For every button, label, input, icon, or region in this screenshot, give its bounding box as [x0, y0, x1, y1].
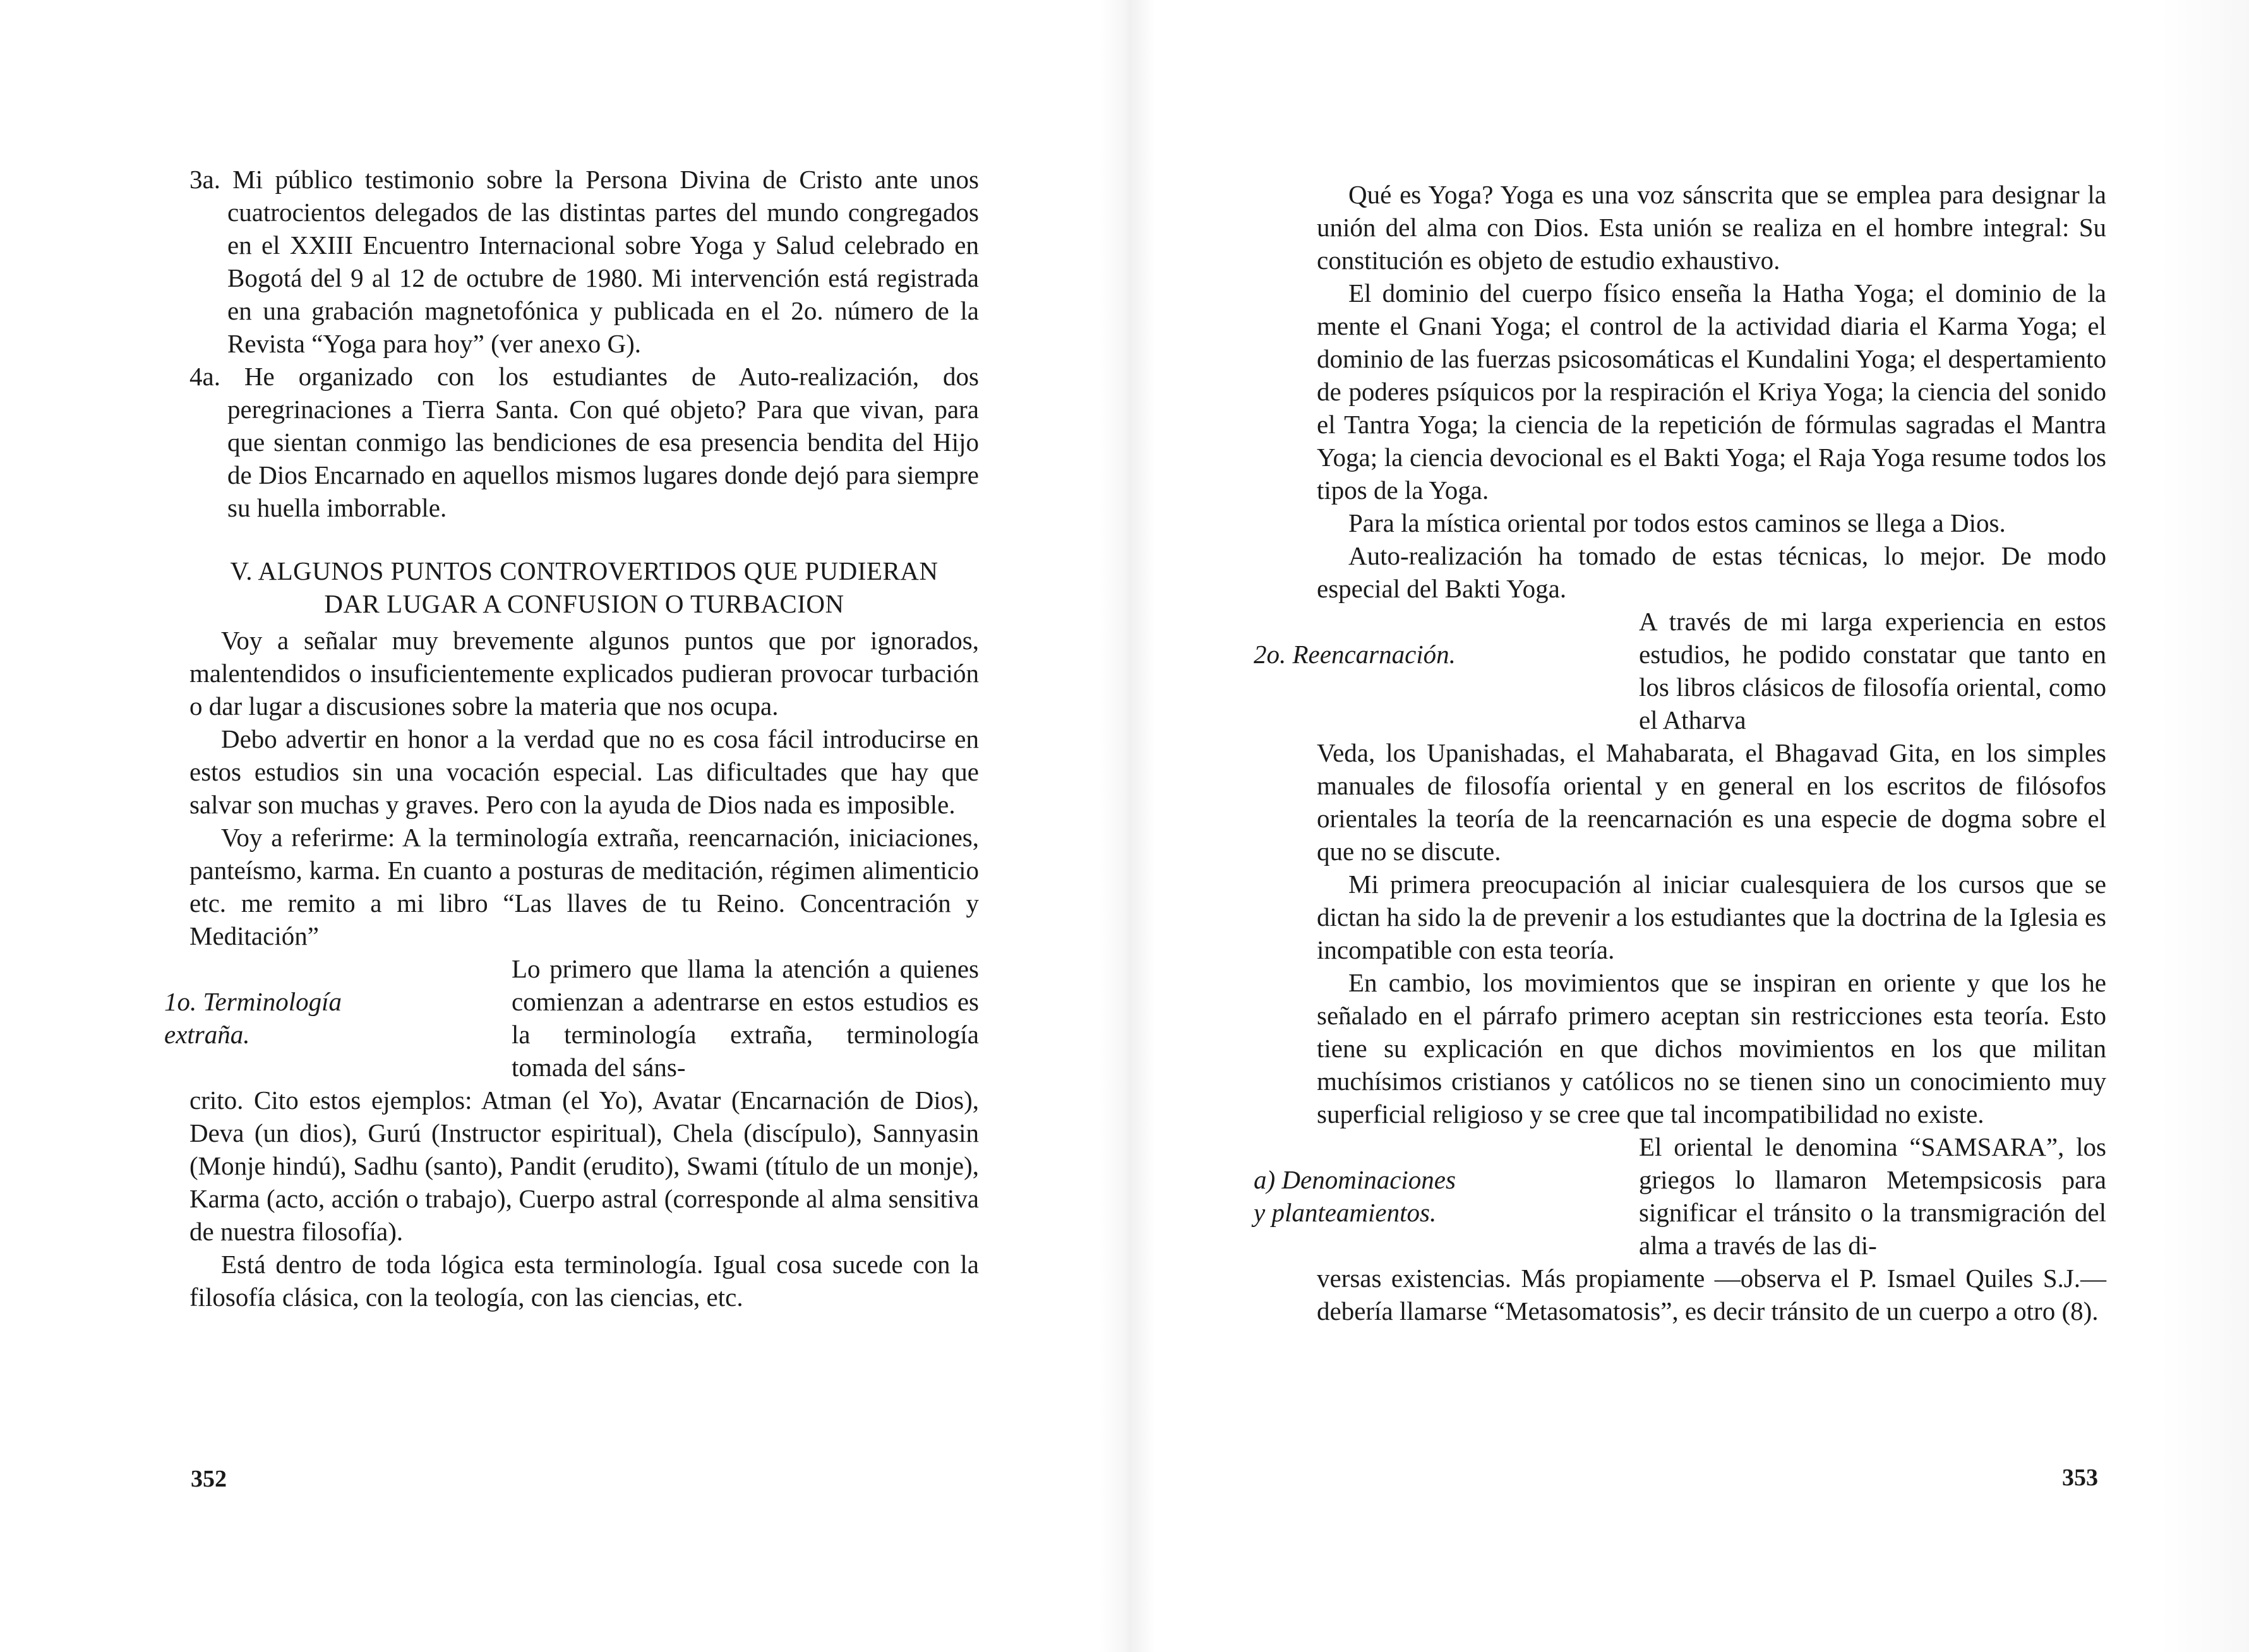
- numbered-item-3a: 3a. Mi público testimonio sobre la Persona Divina de Cristo ante unos cuatrocientos delegados de las distintas partes del mundo congregados en el XXIII Encuentro Internacional sobre Yoga y Salud celebrado en Bogotá del 9 al 12 de octubre de 1980. Mi intervención está registrada en una grabación magnetofónica y publicada en el 2o. número de la Revista “Yoga para hoy” (ver anexo G).: [189, 165, 979, 358]
- paragraph-continuation: versas existencias. Más propiamente —observa el P. Ismael Quiles S.J.— debería llamarse “Metasomatosis”, es decir tránsito de un cuerpo a otro (8).: [1317, 1264, 2106, 1326]
- paragraph: Está dentro de toda lógica esta terminología. Igual cosa sucede con la filosofía clásica, con la teología, con las ciencias, etc.: [189, 1250, 979, 1312]
- numbered-item-4a: 4a. He organizado con los estudiantes de Auto-realización, dos peregrinaciones a Tierra Santa. Con qué objeto? Para que vivan, para que sientan conmigo las bendiciones de esa presencia bendita del Hijo de Dios Encarnado en aquellos mismos lugares donde dejó para siempre su huella imborrable.: [189, 362, 979, 522]
- paragraph-continuation: crito. Cito estos ejemplos: Atman (el Yo), Avatar (Encarnación de Dios), Deva (un dios), Gurú (Instructor espiritual), Chela (discípulo), Sannyasin (Monje hindú), Sadhu (santo), Pandit (erudito), Swami (título de un monje), Karma (acto, acción o trabajo), Cuerpo astral (corresponde al alma sensitiva de nuestra filosofía).: [189, 1086, 979, 1246]
- paragraph: Voy a referirme: A la terminología extraña, reencarnación, iniciaciones, panteísmo, karma. En cuanto a posturas de meditación, régimen alimenticio etc. me remito a mi libro “Las llaves de tu Reino. Concentración y Meditación”: [189, 823, 979, 950]
- book-gutter: [1099, 0, 1156, 1652]
- paragraph: Mi primera preocupación al iniciar cualesquiera de los cursos que se dictan ha sido la de prevenir a los estudiantes que la doctrina de la Iglesia es incompatible con esta teoría.: [1317, 870, 2106, 964]
- page-number-left: 352: [191, 1466, 227, 1492]
- right-page-text: [1254, 178, 2106, 1327]
- side-heading-block: [164, 952, 979, 1084]
- paragraph-continuation: Veda, los Upanishadas, el Mahabarata, el Bhagavad Gita, en los simples manuales de filosofía oriental y en general en los escritos de filósofos orientales la teoría de la reencarnación es una especie de dogma sobre el que no se discute.: [1317, 738, 2106, 866]
- paragraph: Para la mística oriental por todos estos caminos se llega a Dios.: [1348, 508, 2006, 537]
- paragraph: En cambio, los movimientos que se inspiran en oriente y que los he señalado en el párrafo primero aceptan sin restricciones esta teoría. Esto tiene su explicación en que dichos movimientos en los que militan muchísimos cristianos y católicos no se tienen sino un conocimiento muy superficial religioso y se cree que tal incompatibilidad no existe.: [1317, 968, 2106, 1128]
- side-heading-denominaciones: a) Denominaciones y planteamientos.: [1254, 1165, 1456, 1227]
- side-text: Lo primero que llama la atención a quienes comienzan a adentrarse en estos estudios es la terminología extraña, terminología tomada del sáns-: [512, 954, 979, 1082]
- side-text: A través de mi larga experiencia en estos estudios, he podido constatar que tanto en los libros clásicos de filosofía oriental, como el Atharva: [1639, 607, 2106, 734]
- page-number-right: 353: [2062, 1464, 2098, 1491]
- side-heading-block: [1254, 605, 2106, 736]
- side-heading-reencarnacion: 2o. Reencarnación.: [1254, 640, 1456, 669]
- side-heading-terminologia: 1o. Terminología extraña.: [164, 987, 342, 1049]
- paragraph: Qué es Yoga? Yoga es una voz sánscrita que se emplea para designar la unión del alma con Dios. Esta unión se realiza en el hombre integral: Su constitución es objeto de estudio exhaustivo.: [1317, 180, 2106, 275]
- paragraph: El dominio del cuerpo físico enseña la Hatha Yoga; el dominio de la mente el Gnani Yoga; el control de la actividad diaria el Karma Yoga; el dominio de las fuerzas psicosomáticas el Kundalini Yoga; el despertamiento de poderes psíquicos por la respiración el Kriya Yoga; la ciencia del sonido el Tantra Yoga; la ciencia de la repetición de fórmulas sagradas el Mantra Yoga; la ciencia devocional es el Bakti Yoga; el Raja Yoga resume todos los tipos de la Yoga.: [1317, 278, 2106, 505]
- paragraph: Voy a señalar muy brevemente algunos puntos que por ignorados, malentendidos o insuficientemente explicados pudieran provocar turbación o dar lugar a discusiones sobre la materia que nos ocupa.: [189, 626, 979, 721]
- page-edge-shadow: [2161, 0, 2249, 1652]
- side-heading-block: [1254, 1130, 2106, 1262]
- side-text: El oriental le denomina “SAMSARA”, los griegos lo llamaron Metempsicosis para significar el tránsito o la transmigración del alma a través de las di-: [1639, 1132, 2106, 1260]
- left-page-text: [164, 163, 979, 1314]
- section-heading: V. ALGUNOS PUNTOS CONTROVERTIDOS QUE PUDIERAN DAR LUGAR A CONFUSION O TURBACION: [230, 556, 939, 618]
- paragraph: Debo advertir en honor a la verdad que no es cosa fácil introducirse en estos estudios sin una vocación especial. Las dificultades que hay que salvar son muchas y graves. Pero con la ayuda de Dios nada es imposible.: [189, 724, 979, 819]
- paragraph: Auto-realización ha tomado de estas técnicas, lo mejor. De modo especial del Bakti Yoga.: [1317, 541, 2106, 603]
